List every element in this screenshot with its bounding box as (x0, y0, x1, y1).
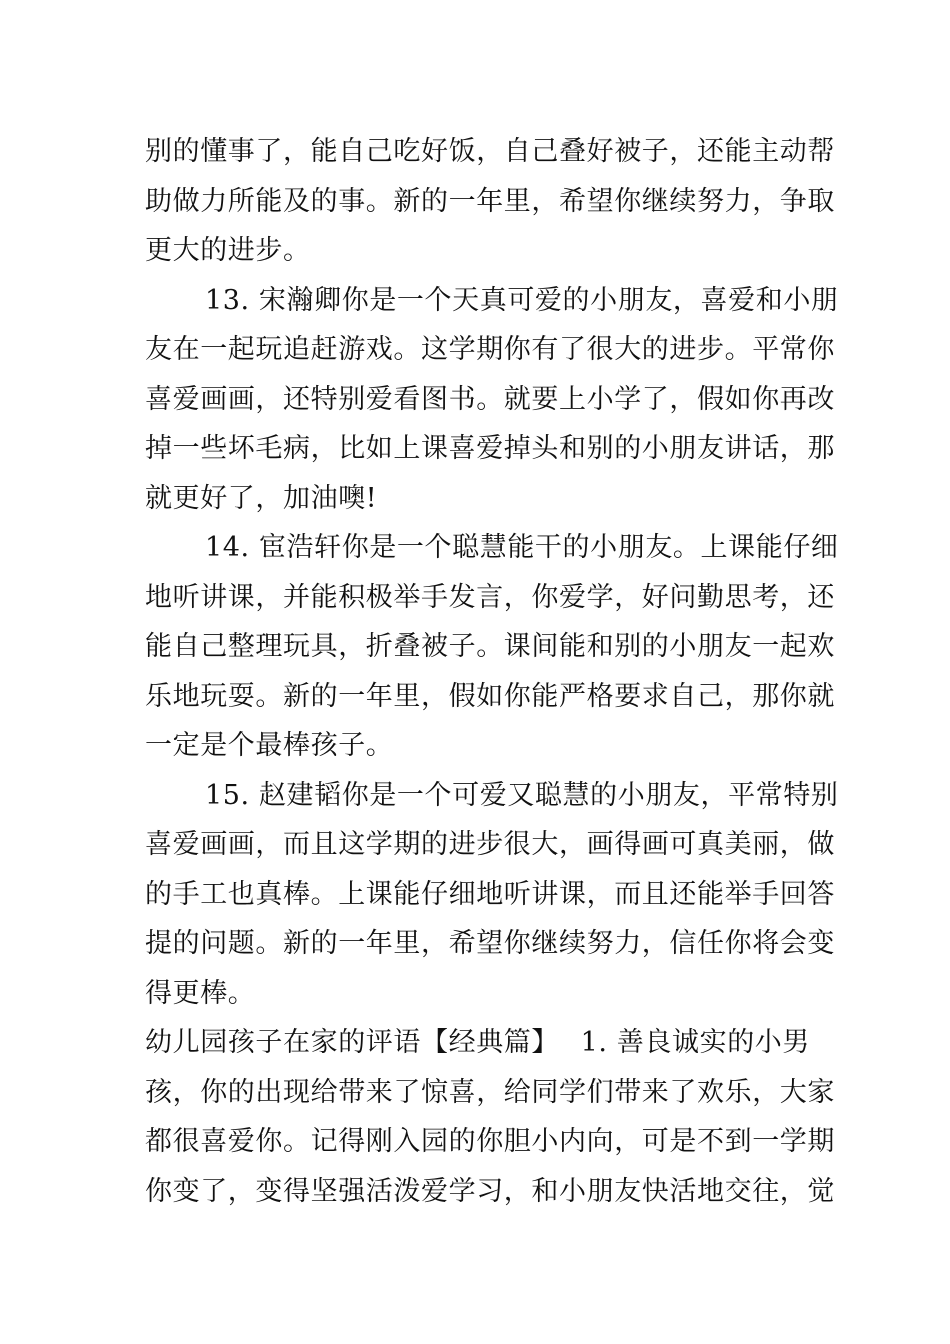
text-line: 15. 赵建韬你是一个可爱又聪慧的小朋友，平常特别 (205, 779, 839, 811)
text-line: 13. 宋瀚卿你是一个天真可爱的小朋友，喜爱和小朋 (205, 284, 839, 316)
section-first-line-rest: 1. 善良诚实的小男 (580, 1027, 810, 1058)
text-line: 乐地玩耍。新的一年里，假如你能严格要求自己，那你就 (145, 680, 835, 712)
text-line: 你变了，变得坚强活泼爱学习，和小朋友快活地交往，觉 (145, 1175, 835, 1207)
text-line: 的手工也真棒。上课能仔细地听讲课，而且还能举手回答 (145, 878, 835, 910)
text-line: 提的问题。新的一年里，希望你继续努力，信任你将会变 (145, 928, 835, 959)
text-line: 更大的进步。 (145, 235, 311, 266)
paragraph-15 (145, 771, 839, 1019)
document-page (145, 127, 839, 1216)
paragraph-14 (145, 523, 839, 771)
paragraph-12-continuation (145, 127, 835, 276)
text-line: 友在一起玩追赶游戏。这学期你有了很大的进步。平常你 (145, 334, 835, 365)
text-line: 就更好了，加油噢! (145, 482, 378, 514)
text-line: 14. 宦浩轩你是一个聪慧能干的小朋友。上课能仔细 (205, 532, 839, 563)
text-line: 得更棒。 (145, 977, 256, 1009)
text-line: 一定是个最棒孩子。 (145, 730, 394, 761)
text-line: 喜爱画画，而且这学期的进步很大，画得画可真美丽，做 (145, 829, 835, 860)
text-line: 都很喜爱你。记得刚入园的你胆小内向，可是不到一学期 (145, 1126, 835, 1157)
text-line: 别的懂事了，能自己吃好饭，自己叠好被子，还能主动帮 (145, 136, 835, 167)
text-line: 掉一些坏毛病，比如上课喜爱掉头和别的小朋友讲话，那 (145, 433, 835, 464)
paragraph-13 (145, 276, 839, 524)
text-line: 助做力所能及的事。新的一年里，希望你继续努力，争取 (145, 185, 835, 217)
text-line: 地听讲课，并能积极举手发言，你爱学，好问勤思考，还 (145, 581, 835, 613)
section-heading: 幼儿园孩子在家的评语【经典篇】 (145, 1027, 559, 1058)
text-line: 孩，你的出现给带来了惊喜，给同学们带来了欢乐，大家 (145, 1076, 835, 1108)
text-line: 喜爱画画，还特别爱看图书。就要上小学了，假如你再改 (145, 383, 835, 415)
section-first-line (145, 1018, 810, 1068)
text-line: 能自己整理玩具，折叠被子。课间能和别的小朋友一起欢 (145, 631, 835, 662)
section-classic (145, 1018, 835, 1216)
